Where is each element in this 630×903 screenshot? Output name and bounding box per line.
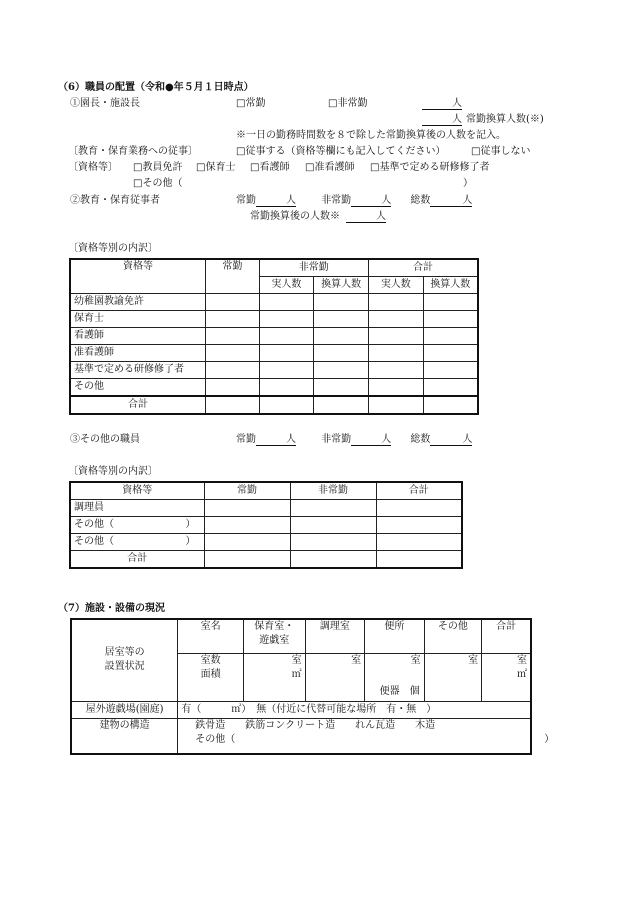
t1-row-label: 准看護師 — [70, 345, 206, 362]
other-room-cell[interactable] — [424, 653, 482, 701]
structure-options: 鉄骨造 鉄筋コンクリート造 れん瓦造 木造 — [195, 719, 436, 731]
table-row — [70, 517, 462, 534]
other-part-label: 非常勤 — [321, 434, 352, 445]
rooms-count-label: 室数 — [200, 654, 221, 666]
t1-cell[interactable] — [423, 345, 478, 362]
t2-cell[interactable] — [290, 534, 376, 551]
playground-label: 屋外遊戯場(園庭) — [71, 701, 178, 718]
room-unit: 室 — [291, 654, 302, 666]
other-full-field[interactable]: 人 — [256, 434, 296, 446]
t1-cell[interactable] — [259, 345, 314, 362]
staff-part-label: 非常勤 — [321, 195, 352, 206]
t2-cell[interactable] — [204, 517, 290, 534]
t1-cell[interactable] — [259, 328, 314, 345]
engage-label: 〔教育・保育業務への従事〕 — [68, 146, 198, 157]
other-staff-label: ③その他の職員 — [70, 434, 140, 445]
t2-header-full: 常勤 — [204, 482, 290, 500]
t1-cell[interactable] — [314, 328, 369, 345]
room-unit: 室 — [468, 654, 479, 666]
rooms-header-nursery-2: 遊戯室 — [259, 635, 290, 646]
staff-part-field[interactable]: 人 — [351, 195, 391, 207]
qual-teacher-checkbox[interactable]: □教員免許 — [133, 162, 183, 173]
engage-no-checkbox[interactable]: □従事しない — [471, 146, 531, 157]
rooms-header-sum: 合計 — [482, 619, 531, 653]
other-part-field[interactable]: 人 — [351, 434, 391, 446]
t1-cell[interactable] — [369, 294, 424, 311]
rooms-header-nursery — [243, 619, 305, 653]
t2-cell[interactable] — [204, 551, 290, 569]
t2-row-label: その他（ — [74, 536, 114, 547]
t1-cell[interactable] — [423, 328, 478, 345]
t1-cell[interactable] — [314, 396, 369, 414]
t2-header-sum: 合計 — [376, 482, 462, 500]
t2-row-other[interactable] — [70, 517, 204, 534]
rooms-area-label: 面積 — [200, 668, 221, 680]
rooms-header-other: その他 — [424, 619, 482, 653]
t1-row-label: その他 — [70, 379, 206, 397]
table-row — [70, 294, 478, 311]
t2-row-label: その他（ — [74, 519, 114, 530]
rooms-header-name: 室名 — [178, 619, 244, 653]
qual-other-close: ） — [463, 178, 473, 189]
rooms-label-2: 設置状況 — [104, 661, 145, 673]
staff-label: ②教育・保育従事者 — [70, 195, 160, 206]
t1-row-label: 幼稚園教諭免許 — [70, 294, 206, 311]
toilet-unit: 便器 個 — [379, 685, 420, 697]
t2-header-part: 非常勤 — [290, 482, 376, 500]
t1-header-qual: 資格等 — [70, 259, 206, 294]
qual-label: 〔資格等〕 — [68, 162, 118, 173]
staff-conv-label: 常勤換算後の人数※ — [250, 211, 340, 222]
director-parttime-checkbox[interactable]: □非常勤 — [328, 98, 368, 109]
t1-cell[interactable] — [369, 328, 424, 345]
t1-cell[interactable] — [369, 311, 424, 328]
other-staff-table — [69, 481, 463, 569]
t2-header-qual: 資格等 — [70, 482, 204, 500]
t1-header-part-real: 実人数 — [259, 277, 314, 294]
director-conv-field[interactable]: 人 — [422, 114, 462, 126]
rooms-label — [71, 619, 178, 701]
room-unit: 室 — [351, 654, 362, 666]
qual-training-checkbox[interactable]: □基準で定める研修修了者 — [370, 162, 490, 173]
other-full-label: 常勤 — [236, 434, 256, 445]
t2-cell[interactable] — [376, 517, 462, 534]
table-row — [70, 551, 462, 569]
staff-total-label: 総数 — [410, 195, 431, 206]
t2-cell[interactable] — [376, 551, 462, 569]
section-6-heading: （6）職員の配置（令和●年５月１日時点） — [58, 82, 254, 93]
table1-caption: 〔資格等別の内訳〕 — [68, 243, 158, 254]
director-conv-label: 常勤換算人数(※) — [466, 114, 544, 125]
sum-room-cell[interactable] — [482, 653, 531, 701]
t1-cell[interactable] — [423, 396, 478, 414]
t2-cell[interactable] — [290, 551, 376, 569]
t2-cell[interactable] — [204, 534, 290, 551]
area-unit: ㎡ — [517, 668, 527, 680]
facility-table — [70, 618, 555, 755]
area-unit: ㎡ — [291, 668, 302, 680]
t1-header-part: 非常勤 — [259, 259, 368, 277]
t1-cell[interactable] — [369, 362, 424, 379]
t1-cell[interactable] — [206, 328, 259, 345]
t2-row-label: 調理員 — [70, 500, 204, 517]
t1-cell[interactable] — [423, 362, 478, 379]
toilet-room-cell[interactable] — [365, 653, 425, 701]
structure-other: その他（ — [195, 733, 236, 745]
engage-yes-checkbox[interactable]: □従事する（資格等欄にも記入してください） — [236, 146, 446, 157]
table-row — [70, 311, 478, 328]
t2-cell[interactable] — [290, 500, 376, 517]
playground-field[interactable]: 有（ ㎡） 無（付近に代替可能な場所 有・無 ） — [178, 701, 531, 718]
staff-conv-field[interactable]: 人 — [346, 211, 386, 223]
structure-other-close: ） — [544, 733, 555, 745]
table-row — [70, 328, 478, 345]
qual-assoc-nurse-checkbox[interactable]: □准看護師 — [305, 162, 355, 173]
qual-nursery-checkbox[interactable]: □保育士 — [196, 162, 236, 173]
qualification-table — [69, 258, 479, 415]
room-unit: 室 — [517, 654, 527, 666]
table-row — [70, 500, 462, 517]
t1-cell[interactable] — [206, 311, 259, 328]
t1-header-part-conv: 換算人数 — [314, 277, 369, 294]
t1-cell[interactable] — [206, 362, 259, 379]
t1-cell[interactable] — [369, 379, 424, 397]
room-unit: 室 — [410, 654, 421, 666]
staff-total-field[interactable]: 人 — [430, 195, 472, 207]
t1-cell[interactable] — [314, 379, 369, 397]
t2-cell[interactable] — [204, 500, 290, 517]
t2-cell[interactable] — [376, 500, 462, 517]
t2-paren: ） — [185, 536, 196, 547]
t1-total-label: 合計 — [70, 396, 206, 414]
t1-cell[interactable] — [314, 345, 369, 362]
rooms-count-area-label — [178, 653, 244, 701]
director-note: ※一日の勤務時間数を８で除した常勤換算後の人数を記入。 — [236, 130, 506, 141]
t1-header-sum-real: 実人数 — [369, 277, 424, 294]
t1-row-label: 保育士 — [70, 311, 206, 328]
director-count-field[interactable]: 人 — [422, 98, 462, 110]
t1-cell[interactable] — [423, 294, 478, 311]
t1-cell[interactable] — [206, 294, 259, 311]
table-row — [70, 362, 478, 379]
t2-paren: ） — [185, 519, 196, 530]
other-total-field[interactable]: 人 — [430, 434, 472, 446]
rooms-header-kitchen: 調理室 — [305, 619, 365, 653]
table-row — [70, 345, 478, 362]
t1-cell[interactable] — [259, 379, 314, 397]
t1-cell[interactable] — [206, 396, 259, 414]
director-label: ①園長・施設長 — [70, 98, 140, 109]
t2-cell[interactable] — [376, 534, 462, 551]
t1-cell[interactable] — [423, 379, 478, 397]
director-fulltime-checkbox[interactable]: □常勤 — [236, 98, 266, 109]
t2-total-label: 合計 — [70, 551, 204, 569]
staff-full-field[interactable]: 人 — [256, 195, 296, 207]
t1-row-label: 基準で定める研修修了者 — [70, 362, 206, 379]
t1-cell[interactable] — [314, 294, 369, 311]
structure-label: 建物の構造 — [71, 718, 178, 754]
t1-header-sum-conv: 換算人数 — [423, 277, 478, 294]
nursery-room-cell[interactable] — [243, 653, 305, 701]
t1-cell[interactable] — [206, 379, 259, 397]
t1-row-label: 看護師 — [70, 328, 206, 345]
staff-full-label: 常勤 — [236, 195, 256, 206]
kitchen-room-cell[interactable] — [305, 653, 365, 701]
t1-cell[interactable] — [206, 345, 259, 362]
rooms-header-nursery-1: 保育室・ — [254, 621, 295, 632]
t1-cell[interactable] — [423, 311, 478, 328]
table-row — [70, 534, 462, 551]
t1-cell[interactable] — [314, 311, 369, 328]
qual-other-checkbox[interactable]: □その他（ — [133, 178, 183, 189]
table-row — [70, 379, 478, 397]
t1-cell[interactable] — [369, 345, 424, 362]
t1-cell[interactable] — [314, 362, 369, 379]
other-total-label: 総数 — [410, 434, 431, 445]
rooms-label-1: 居室等の — [104, 647, 145, 659]
t2-cell[interactable] — [290, 517, 376, 534]
rooms-header-toilet: 便所 — [365, 619, 425, 653]
qual-nurse-checkbox[interactable]: □看護師 — [250, 162, 290, 173]
structure-field[interactable] — [178, 718, 555, 754]
table2-caption: 〔資格等別の内訳〕 — [68, 466, 158, 477]
t1-cell[interactable] — [259, 294, 314, 311]
t1-cell[interactable] — [259, 311, 314, 328]
t1-cell[interactable] — [259, 362, 314, 379]
t1-cell[interactable] — [369, 396, 424, 414]
t1-cell[interactable] — [259, 396, 314, 414]
t1-header-full: 常勤 — [206, 259, 259, 294]
section-7-heading: （7）施設・設備の現況 — [58, 603, 165, 614]
table-row — [70, 396, 478, 414]
t2-row-other[interactable] — [70, 534, 204, 551]
t1-header-sum: 合計 — [369, 259, 479, 277]
